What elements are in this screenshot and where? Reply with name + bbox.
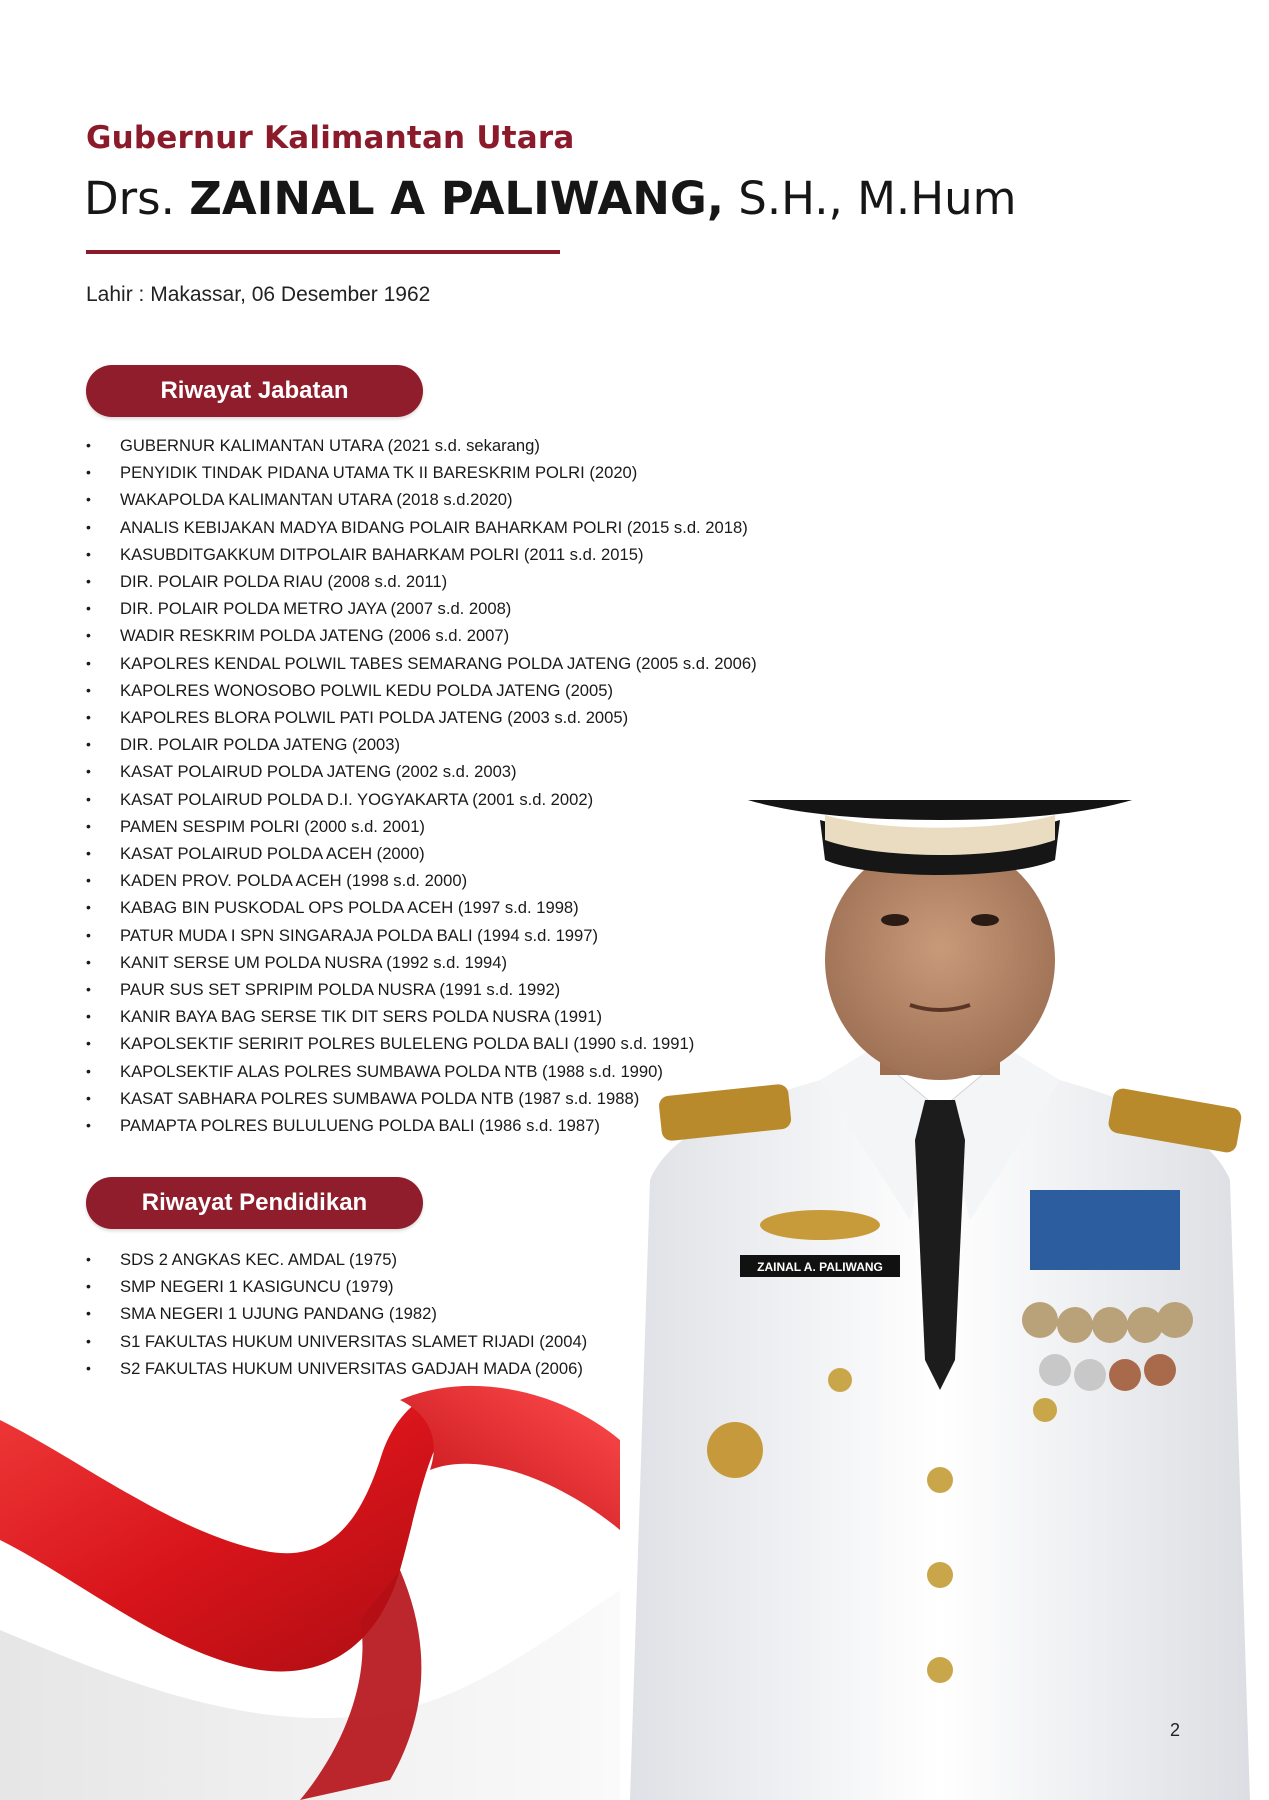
pendidikan-list [86,1246,587,1382]
bullet-marker: • [86,1305,91,1322]
role-title: Gubernur Kalimantan Utara [86,120,575,156]
ribbon-bars [1030,1190,1180,1270]
section-header-jabatan: Riwayat Jabatan [86,365,423,417]
pendidikan-item [86,1300,587,1327]
bullet-marker: • [86,654,91,671]
jabatan-item-text: DIR. POLAIR POLDA JATENG (2003) [120,735,401,755]
medal-badge [707,1422,763,1478]
page-number: 2 [1170,1720,1181,1740]
pendidikan-item [86,1328,587,1355]
jabatan-item-text: PAMEN SESPIM POLRI (2000 s.d. 2001) [120,816,425,836]
bullet-marker: • [86,899,91,916]
pendidikan-item-text: S2 FAKULTAS HUKUM UNIVERSITAS GADJAH MADA (2006) [120,1358,583,1378]
bullet-marker: • [86,790,91,807]
jabatan-item [86,677,757,704]
jabatan-item [86,622,757,649]
jabatan-item-text: KAPOLRES WONOSOBO POLWIL KEDU POLDA JATENG (2005) [120,680,614,700]
jabatan-item-text: KADEN PROV. POLDA ACEH (1998 s.d. 2000) [120,871,468,891]
jabatan-item [86,595,757,622]
bullet-marker: • [86,817,91,834]
name-main: ZAINAL A PALIWANG, [189,172,724,225]
badge-wings [760,1210,880,1240]
jabatan-item-text: KANIR BAYA BAG SERSE TIK DIT SERS POLDA NUSRA (1991) [120,1007,603,1027]
jabatan-item [86,758,757,785]
jabatan-item-text: KASAT SABHARA POLRES SUMBAWA POLDA NTB (1987 s.d. 1988) [120,1088,640,1108]
pendidikan-item-text: SDS 2 ANGKAS KEC. AMDAL (1975) [120,1250,397,1269]
bullet-marker: • [86,545,91,562]
jabatan-item-text: ANALIS KEBIJAKAN MADYA BIDANG POLAIR BAHARKAM POLRI (2015 s.d. 2018) [120,517,748,537]
jabatan-item [86,541,757,568]
bullet-marker: • [86,1035,91,1052]
jabatan-item-text: KASAT POLAIRUD POLDA D.I. YOGYAKARTA (2001 s.d. 2002) [120,789,594,809]
jabatan-item [86,459,757,486]
jabatan-item-text: KASUBDITGAKKUM DITPOLAIR BAHARKAM POLRI (2011 s.d. 2015) [120,544,644,564]
bullet-marker: • [86,1332,91,1349]
right-eye [971,914,999,926]
pendidikan-item [86,1273,587,1300]
name-prefix: Drs. [84,172,175,225]
jabatan-item-text: DIR. POLAIR POLDA RIAU (2008 s.d. 2011) [120,572,448,592]
pendidikan-item-text: S1 FAKULTAS HUKUM UNIVERSITAS SLAMET RIJADI (2004) [120,1331,588,1351]
jabatan-item-text: KASAT POLAIRUD POLDA ACEH (2000) [120,844,425,864]
jabatan-item-text: KANIT SERSE UM POLDA NUSRA (1992 s.d. 1994) [120,952,508,972]
bullet-marker: • [86,464,91,481]
jabatan-item-text: PENYIDIK TINDAK PIDANA UTAMA TK II BARESKRIM POLRI (2020) [120,463,638,483]
jabatan-item [86,568,757,595]
jabatan-item [86,514,757,541]
bullet-marker: • [86,518,91,535]
nameplate-text: ZAINAL A. PALIWANG [757,1260,883,1274]
jabatan-item-text: KABAG BIN PUSKODAL OPS POLDA ACEH (1997 s.d. 1998) [120,898,579,918]
ribbon-red-fold [400,1386,620,1530]
bullet-marker: • [86,953,91,970]
bullet-marker: • [86,1278,91,1295]
bullet-marker: • [86,491,91,508]
cap-top [690,800,1190,820]
bullet-marker: • [86,437,91,453]
jabatan-item-text: KASAT POLAIRUD POLDA JATENG (2002 s.d. 2003) [120,762,517,782]
bullet-marker: • [86,736,91,753]
name-suffix: S.H., M.Hum [738,172,1017,225]
bullet-marker: • [86,926,91,943]
jabatan-item [86,731,757,758]
jabatan-item-text: KAPOLSEKTIF ALAS POLRES SUMBAWA POLDA NTB (1988 s.d. 1990) [120,1061,663,1081]
bullet-marker: • [86,1117,91,1134]
birth-info: Lahir : Makassar, 06 Desember 1962 [86,283,431,306]
portrait-photo [610,800,1269,1800]
jabatan-item-text: GUBERNUR KALIMANTAN UTARA (2021 s.d. sekarang) [120,436,540,455]
bullet-marker: • [86,1062,91,1079]
jabatan-item-text: WADIR RESKRIM POLDA JATENG (2006 s.d. 2007) [120,626,510,646]
jabatan-item [86,432,757,459]
jabatan-item [86,704,757,731]
jabatan-item-text: KAPOLRES BLORA POLWIL PATI POLDA JATENG (2003 s.d. 2005) [120,708,629,728]
jabatan-item [86,486,757,513]
bullet-marker: • [86,1359,91,1376]
jabatan-item-text: PATUR MUDA I SPN SINGARAJA POLDA BALI (1994 s.d. 1997) [120,925,599,945]
bullet-marker: • [86,1251,91,1267]
bullet-marker: • [86,872,91,889]
pendidikan-item-text: SMA NEGERI 1 UJUNG PANDANG (1982) [120,1304,437,1324]
title-divider [86,250,560,254]
pendidikan-item-text: SMP NEGERI 1 KASIGUNCU (1979) [120,1277,394,1297]
bullet-marker: • [86,845,91,862]
jabatan-item-text: KAPOLSEKTIF SERIRIT POLRES BULELENG POLDA BALI (1990 s.d. 1991) [120,1034,695,1054]
jabatan-item [86,650,757,677]
jabatan-item-text: PAMAPTA POLRES BULULUENG POLDA BALI (1986 s.d. 1987) [120,1116,600,1136]
bullet-marker: • [86,709,91,726]
bullet-marker: • [86,1089,91,1106]
face [825,840,1055,1080]
pendidikan-item [86,1246,587,1273]
jabatan-item-text: PAUR SUS SET SPRIPIM POLDA NUSRA (1991 s.d. 1992) [120,980,561,1000]
bullet-marker: • [86,981,91,998]
pendidikan-item [86,1355,587,1382]
jabatan-item-text: KAPOLRES KENDAL POLWIL TABES SEMARANG POLDA JATENG (2005 s.d. 2006) [120,653,757,673]
bullet-marker: • [86,600,91,617]
bullet-marker: • [86,627,91,644]
bullet-marker: • [86,1008,91,1025]
jabatan-item-text: DIR. POLAIR POLDA METRO JAYA (2007 s.d. 2008) [120,599,512,619]
jabatan-item-text: WAKAPOLDA KALIMANTAN UTARA (2018 s.d.2020) [120,490,513,510]
bullet-marker: • [86,681,91,698]
bullet-marker: • [86,573,91,590]
person-name [84,172,1016,225]
flag-ribbon [0,1380,620,1800]
bullet-marker: • [86,763,91,780]
left-eye [881,914,909,926]
section-header-pendidikan: Riwayat Pendidikan [86,1177,423,1229]
